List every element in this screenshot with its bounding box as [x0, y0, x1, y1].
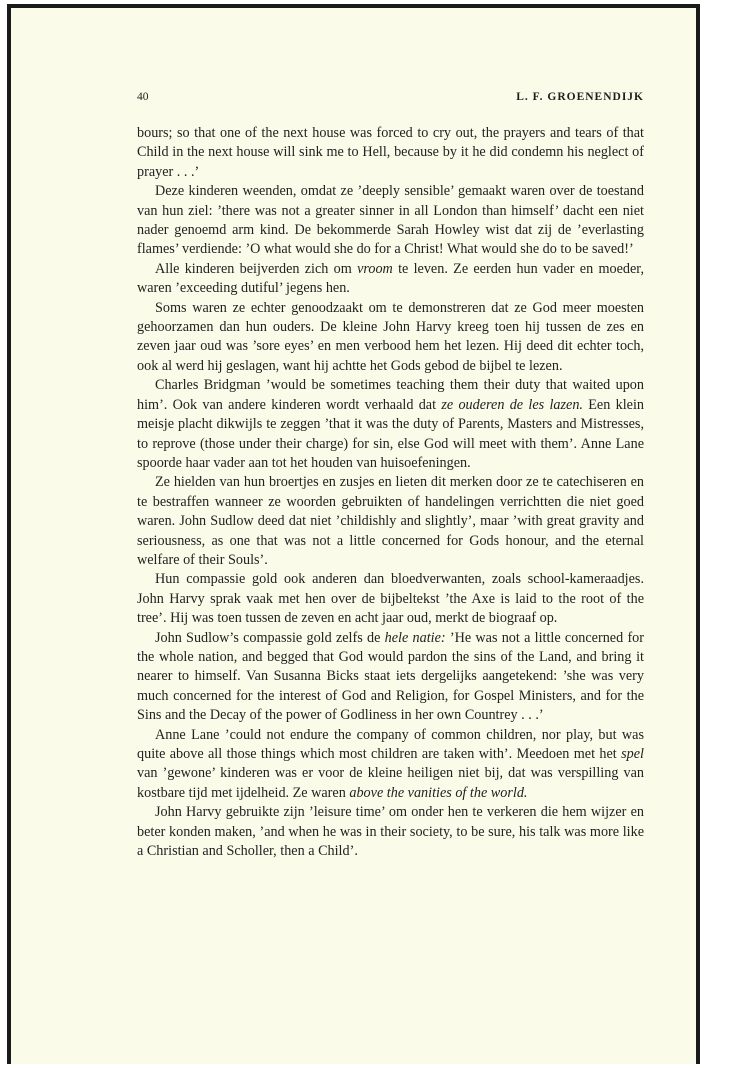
italic-text: hele natie: — [384, 629, 446, 646]
paragraph-text: ’He was not a little concerned for the whole nation, and begged that God would pardon the sins of the Land, and bring it nearer to himself. Van Susanna Bicks staat iets dergelijks aangetekend: ’she was very much concerned for the interest of God and Religion, for Gospel Ministers, and for the Sins and the Decay of the power of Godliness in her own Countrey . . .’ — [137, 629, 644, 724]
paragraph — [137, 182, 644, 260]
paragraph-text: te leven. Ze eerden hun vader en moeder, waren ’exceeding dutiful’ jegens hen. — [137, 260, 644, 297]
paragraph — [137, 473, 644, 570]
paragraph — [137, 570, 644, 628]
paragraph — [137, 299, 644, 377]
paragraph-text: Een klein meisje placht dikwijls te zeggen ’that it was the duty of Parents, Masters and Mistresses, to reprove (those under their charge) for sin, else God will meet with them’. Anne Lane spoorde haar vader aan tot het houden van huisoefeningen. — [137, 396, 644, 471]
paragraph — [137, 629, 644, 726]
paragraph — [137, 260, 644, 299]
paragraph-text: Soms waren ze echter genoodzaakt om te demonstreren dat ze God meer moesten gehoorzamen dan hun ouders. De kleine John Harvy kreeg toen hij tussen de zes en zeven jaar oud was ’sore eyes’ en men verbood hem het lezen. Hij deed dit echter toch, ook al werd hij geslagen, want hij achtte het Gods gebod de bijbel te lezen. — [137, 299, 644, 374]
italic-text: above the vanities of the world. — [349, 784, 528, 801]
paragraph-text: bours; so that one of the next house was forced to cry out, the prayers and tears of that Child in the next house will sink me to Hell, because by it he did condemn his neglect of prayer . . .’ — [137, 125, 644, 180]
paragraph-text: van ’gewone’ kinderen was er voor de kleine heiligen niet bij, dat was verspilling van kostbare tijd met ijdelheid. Ze waren — [137, 765, 644, 801]
paragraph — [137, 803, 644, 861]
italic-text: spel — [621, 746, 644, 762]
paragraph-text: Charles Bridgman ’would be sometimes teaching them their duty that waited upon him’. Ook van andere kinderen wordt verhaald dat — [137, 377, 644, 413]
body-text — [137, 124, 644, 861]
paragraph-text: Hun compassie gold ook anderen dan bloedverwanten, zoals school-kameraadjes. John Harvy sprak vaak met hen over de bijbeltekst ’the Axe is laid to the root of the tree’. Hij was toen tussen de zeven en acht jaar oud, merkt de biograaf op. — [137, 571, 644, 627]
paragraph-text: John Sudlow’s compassie gold zelfs de — [155, 629, 385, 646]
italic-text: ze ouderen de les lazen. — [441, 396, 583, 413]
paragraph-text: Ze hielden van hun broertjes en zusjes en lieten dit merken door ze te catechiseren en te bestraffen wanneer ze woorden gebruikten of handelingen verrichtten die niet goed waren. John Sudlow deed dat niet ’childishly and slightly’, maar ’with great gravity and seriousness, as one that was not a little concerned for Gods honour, and the eternal welfare of their Souls’. — [137, 474, 644, 568]
running-head-author: L. F. GROENENDIJK — [516, 91, 644, 103]
paragraph-text: Anne Lane ’could not endure the company of common children, nor play, but was quite above all those things which most children are taken with’. Meedoen met het — [137, 726, 644, 762]
paragraph-text: Deze kinderen weenden, omdat ze ’deeply sensible’ gemaakt waren over de toestand van hun ziel: ’there was not a greater sinner in all London than himself’ dacht een niet nader genoemd arm kind. De bekommerde Sarah Howley wist dat zij de ’everlasting flames’ verdiende: ’O what would she do for a Christ! What would she do to be saved!’ — [137, 183, 644, 258]
italic-text: vroom — [357, 260, 393, 277]
page-number: 40 — [137, 91, 149, 103]
paragraph-text: John Harvy gebruikte zijn ’leisure time’ om onder hen te verkeren die hem wijzer en beter konden maken, ’and when he was in their society, to be sure, his talk was more like a Christian and Scholler, then a Child’. — [137, 804, 644, 860]
paragraph — [137, 726, 644, 804]
paragraph — [137, 124, 644, 182]
paragraph-text: Alle kinderen beijverden zich om — [155, 260, 358, 277]
paragraph — [137, 376, 644, 473]
